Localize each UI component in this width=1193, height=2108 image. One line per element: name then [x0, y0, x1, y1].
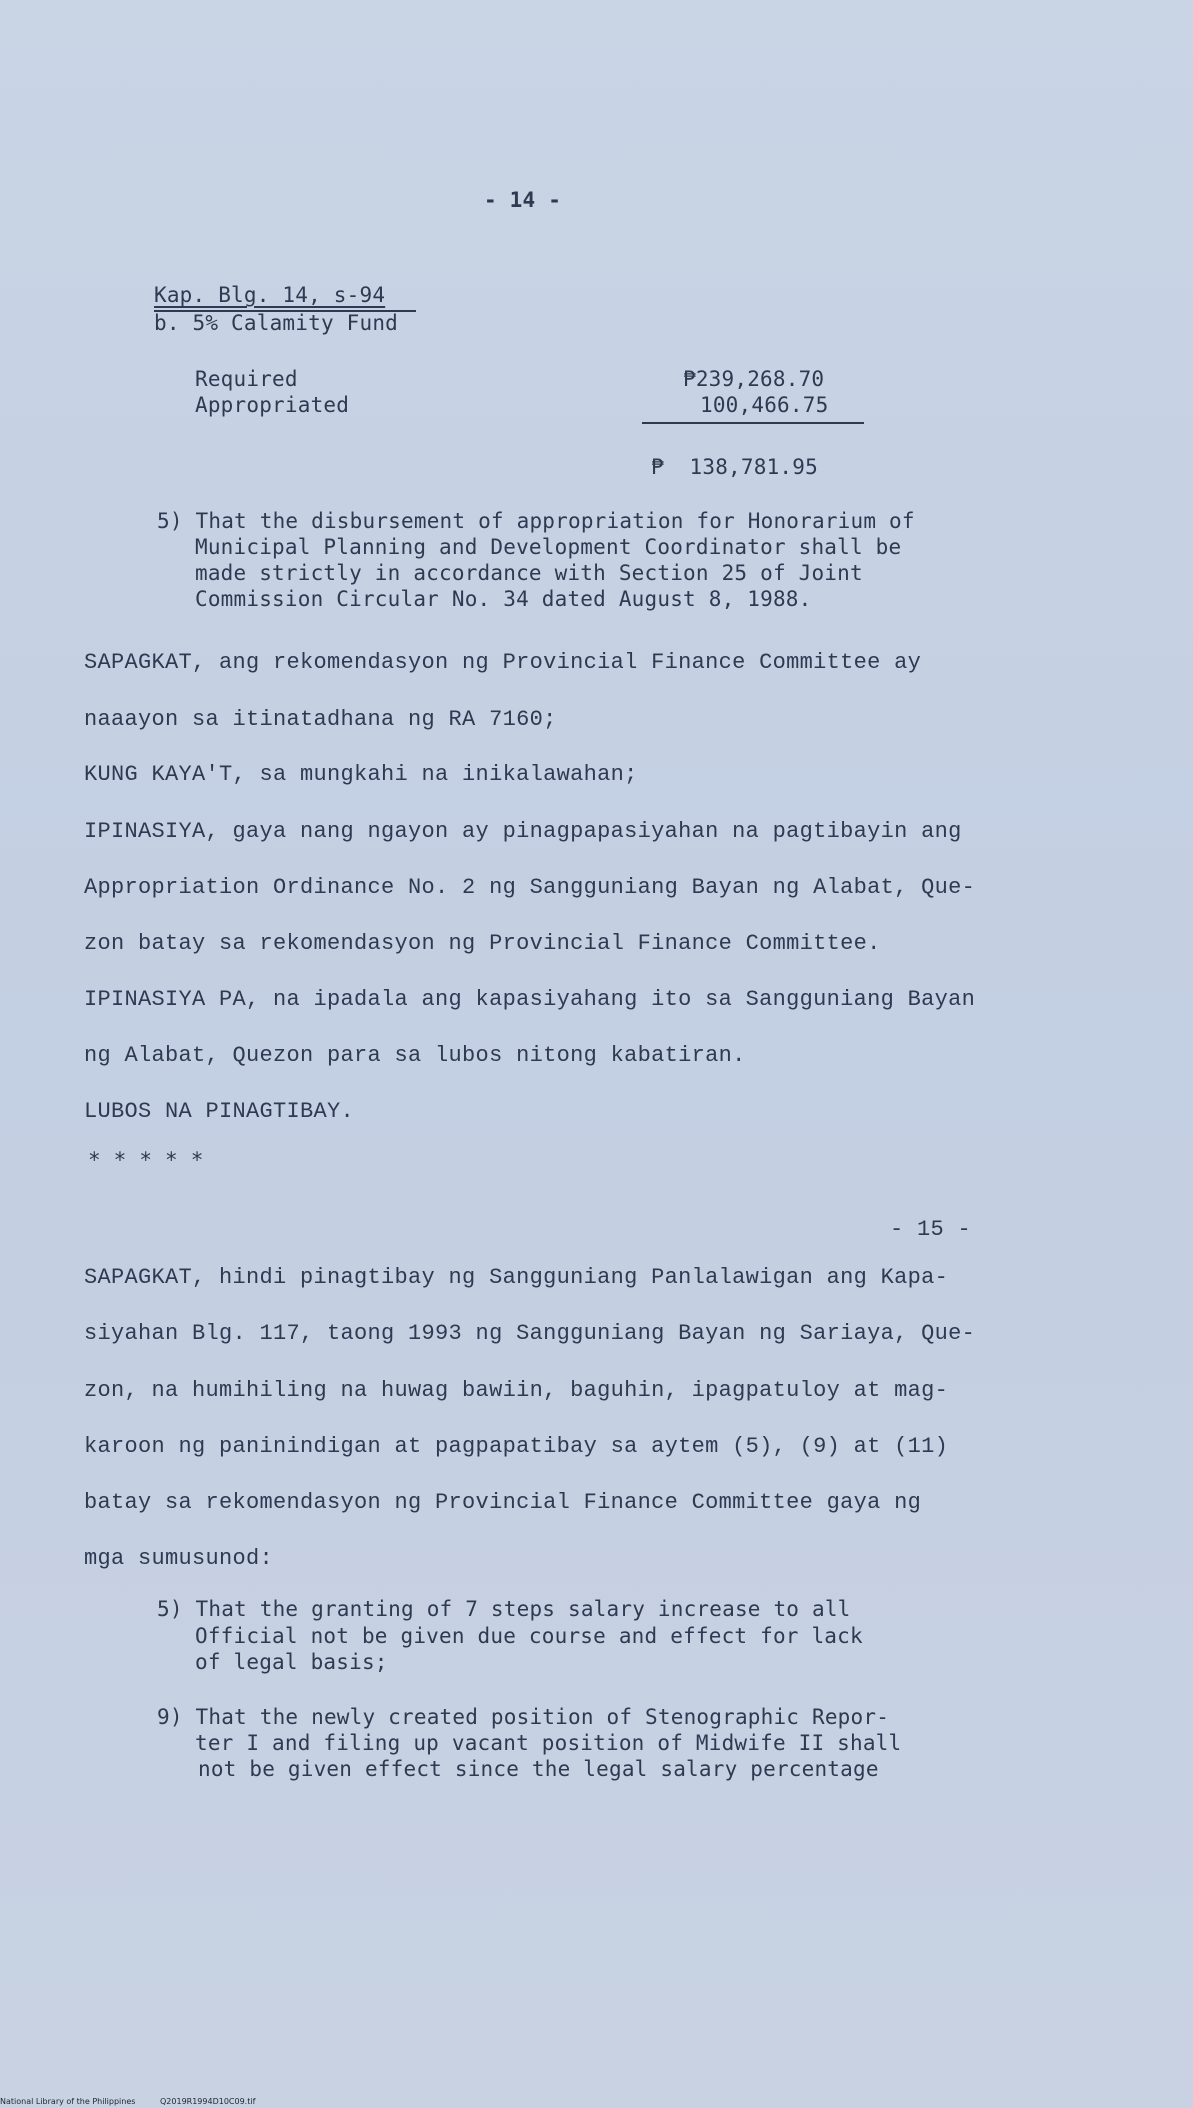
difference-value: ₱ 138,781.95	[651, 455, 818, 479]
item-5-line-3: made strictly in accordance with Section 25 of Joint	[195, 561, 863, 585]
appropriated-value: 100,466.75	[700, 393, 829, 417]
appropriated-label: Appropriated	[195, 393, 350, 417]
item-9-line-3: not be given effect since the legal salary percentage	[198, 1757, 879, 1781]
item-9-line-2: ter I and filing up vacant position of Midwife II shall	[195, 1731, 902, 1755]
resolution-line: naaayon sa itinatadhana ng RA 7160;	[84, 707, 557, 732]
footer-file: Q2019R1994D10C09.tif	[160, 2097, 256, 2106]
resolution2-line: siyahan Blg. 117, taong 1993 ng Sangguniang Bayan ng Sariaya, Que-	[84, 1321, 976, 1346]
required-value: ₱239,268.70	[683, 367, 825, 391]
resolution-line: IPINASIYA, gaya nang ngayon ay pinagpapasiyahan na pagtibayin ang	[84, 819, 962, 844]
item-5b-line-1: 5) That the granting of 7 steps salary increase to all	[157, 1597, 851, 1621]
item-5b-line-3: of legal basis;	[195, 1650, 388, 1674]
separator-stars: * * * * *	[88, 1148, 204, 1172]
required-label: Required	[195, 367, 298, 391]
sum-rule	[642, 422, 864, 424]
item-5b-line-2: Official not be given due course and effect for lack	[195, 1624, 863, 1648]
resolution-line: zon batay sa rekomendasyon ng Provincial Finance Committee.	[84, 931, 881, 956]
resolution2-line: zon, na humihiling na huwag bawiin, baguhin, ipagpatuloy at mag-	[84, 1378, 949, 1403]
resolution-line: LUBOS NA PINAGTIBAY.	[84, 1099, 355, 1124]
page-marker-15: - 15 -	[890, 1217, 972, 1242]
item-5-line-2: Municipal Planning and Development Coordinator shall be	[195, 535, 902, 559]
resolution2-line: karoon ng paninindigan at pagpapatibay sa aytem (5), (9) at (11)	[84, 1434, 949, 1459]
item-5-line-4: Commission Circular No. 34 dated August 8, 1988.	[195, 587, 812, 611]
item-9-line-1: 9) That the newly created position of Stenographic Repor-	[157, 1705, 890, 1729]
resolution-reference: Kap. Blg. 14, s-94	[154, 283, 386, 307]
resolution2-line: batay sa rekomendasyon ng Provincial Finance Committee gaya ng	[84, 1490, 922, 1515]
resolution-line: IPINASIYA PA, na ipadala ang kapasiyahang ito sa Sangguniang Bayan	[84, 987, 976, 1012]
page-number-header: - 14 -	[484, 188, 562, 212]
resolution-line: ng Alabat, Quezon para sa lubos nitong kabatiran.	[84, 1043, 746, 1068]
resolution2-line: mga sumusunod:	[84, 1546, 274, 1571]
resolution-line: SAPAGKAT, ang rekomendasyon ng Provincial Finance Committee ay	[84, 650, 922, 675]
fund-heading: b. 5% Calamity Fund	[154, 311, 399, 335]
resolution-line: KUNG KAYA'T, sa mungkahi na inikalawahan;	[84, 762, 638, 787]
item-5-line-1: 5) That the disbursement of appropriation for Honorarium of	[157, 509, 915, 533]
resolution2-line: SAPAGKAT, hindi pinagtibay ng Sangguniang Panlalawigan ang Kapa-	[84, 1265, 949, 1290]
resolution-line: Appropriation Ordinance No. 2 ng Sangguniang Bayan ng Alabat, Que-	[84, 875, 976, 900]
footer-library: National Library of the Philippines	[0, 2097, 136, 2106]
